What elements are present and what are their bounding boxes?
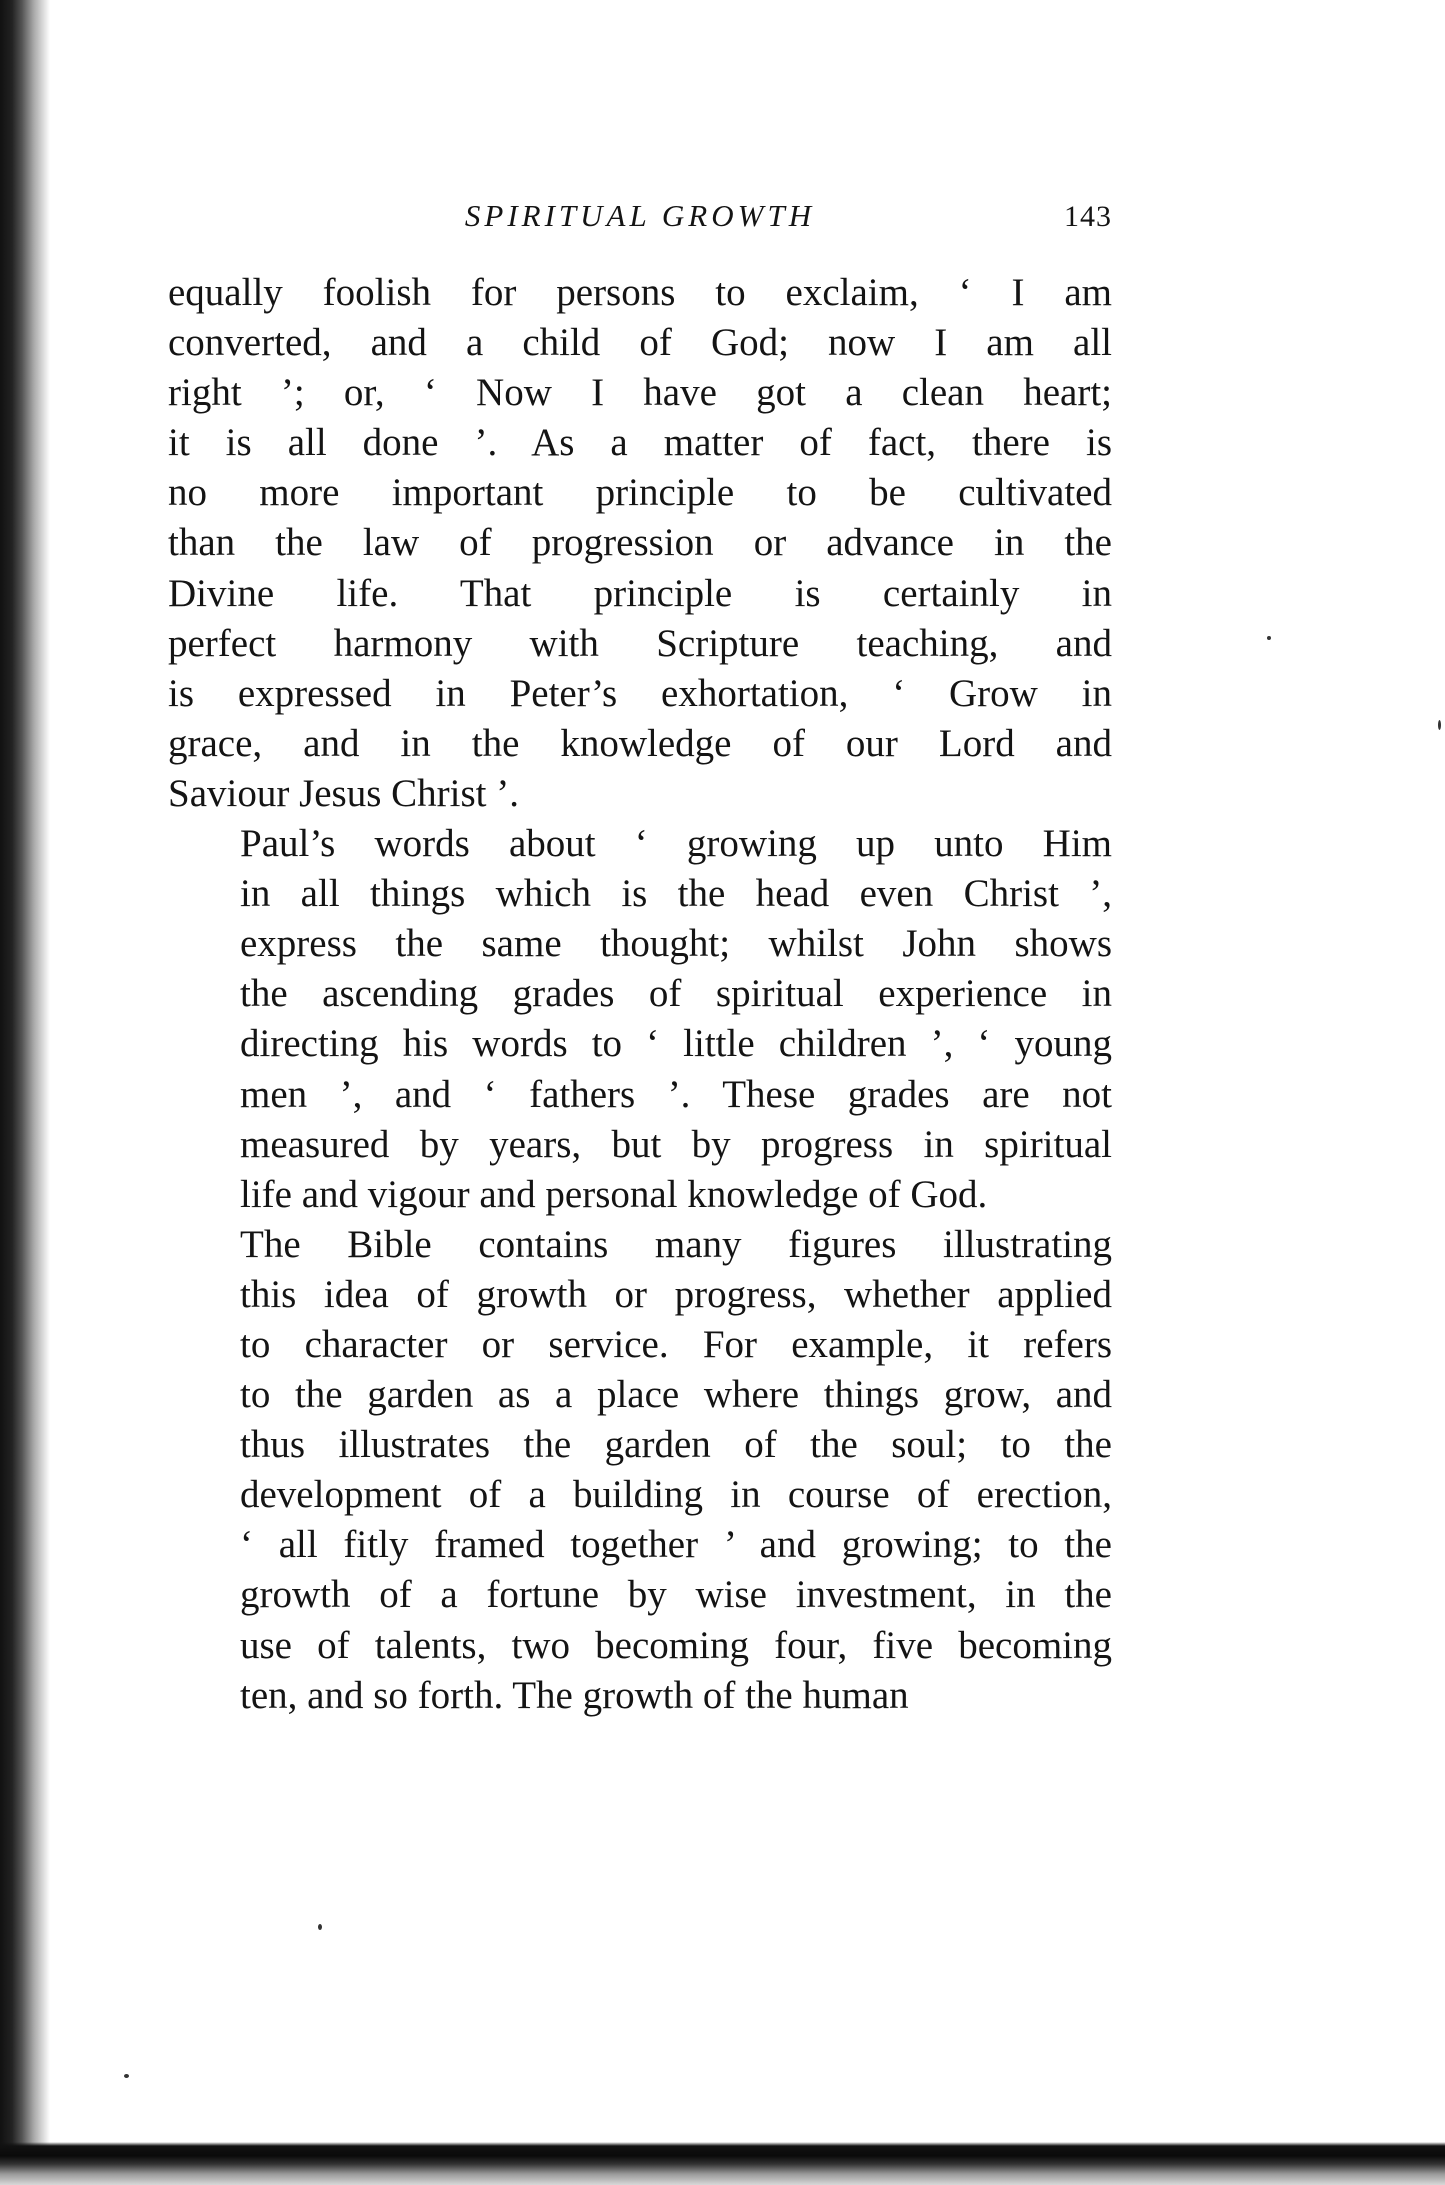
text-line: than the law of progression or advance in the	[168, 521, 1112, 565]
text-line: is expressed in Peter’s exhortation, ‘ Grow in	[168, 671, 1112, 715]
text-line: Saviour Jesus Christ ’.	[168, 771, 519, 815]
paragraph	[168, 268, 1112, 819]
scan-speck	[1267, 636, 1271, 640]
text-line: the ascending grades of spiritual experience in	[240, 972, 1112, 1016]
text-line: no more important principle to be cultivated	[168, 471, 1112, 515]
text-line: to character or service. For example, it refers	[240, 1322, 1112, 1366]
text-line: men ’, and ‘ fathers ’. These grades are not	[240, 1072, 1112, 1116]
text-line: directing his words to ‘ little children ’, ‘ young	[240, 1022, 1112, 1066]
text-line: development of a building in course of erection,	[240, 1473, 1112, 1517]
text-line: this idea of growth or progress, whether applied	[240, 1272, 1112, 1316]
paragraph	[168, 819, 1112, 1220]
text-line: converted, and a child of God; now I am all	[168, 321, 1112, 365]
text-line: ‘ all fitly framed together ’ and growing; to the	[240, 1523, 1112, 1567]
text-line: express the same thought; whilst John shows	[240, 922, 1112, 966]
text-line: The Bible contains many figures illustrating	[240, 1222, 1112, 1266]
body-text	[168, 268, 1112, 1721]
text-line: it is all done ’. As a matter of fact, there is	[168, 421, 1112, 465]
text-line: grace, and in the knowledge of our Lord and	[168, 721, 1112, 765]
page-binding-edge	[0, 0, 50, 2185]
text-line: to the garden as a place where things grow, and	[240, 1373, 1112, 1417]
text-line: use of talents, two becoming four, five becoming	[240, 1623, 1112, 1667]
text-line: thus illustrates the garden of the soul; to the	[240, 1423, 1112, 1467]
text-line: measured by years, but by progress in spiritual	[240, 1122, 1112, 1166]
text-line: in all things which is the head even Christ ’,	[240, 872, 1112, 916]
scan-speck	[124, 2074, 129, 2078]
text-line: perfect harmony with Scripture teaching, and	[168, 621, 1112, 665]
text-line: right ’; or, ‘ Now I have got a clean heart;	[168, 371, 1112, 415]
text-line: Paul’s words about ‘ growing up unto Him	[240, 822, 1112, 866]
page-bottom-edge	[0, 2142, 1445, 2185]
text-line: growth of a fortune by wise investment, in the	[240, 1573, 1112, 1617]
text-line: life and vigour and personal knowledge of God.	[240, 1172, 988, 1216]
paragraph	[168, 1220, 1112, 1721]
text-line: equally foolish for persons to exclaim, ‘ I am	[168, 271, 1112, 314]
text-line: ten, and so forth. The growth of the human	[240, 1673, 909, 1717]
text-line: Divine life. That principle is certainly in	[168, 571, 1112, 615]
running-title: SPIRITUAL GROWTH	[464, 198, 816, 233]
page-number: 143	[1064, 200, 1112, 233]
scan-speck	[1438, 720, 1441, 730]
scan-speck	[318, 1924, 322, 1930]
running-head	[168, 198, 1112, 238]
